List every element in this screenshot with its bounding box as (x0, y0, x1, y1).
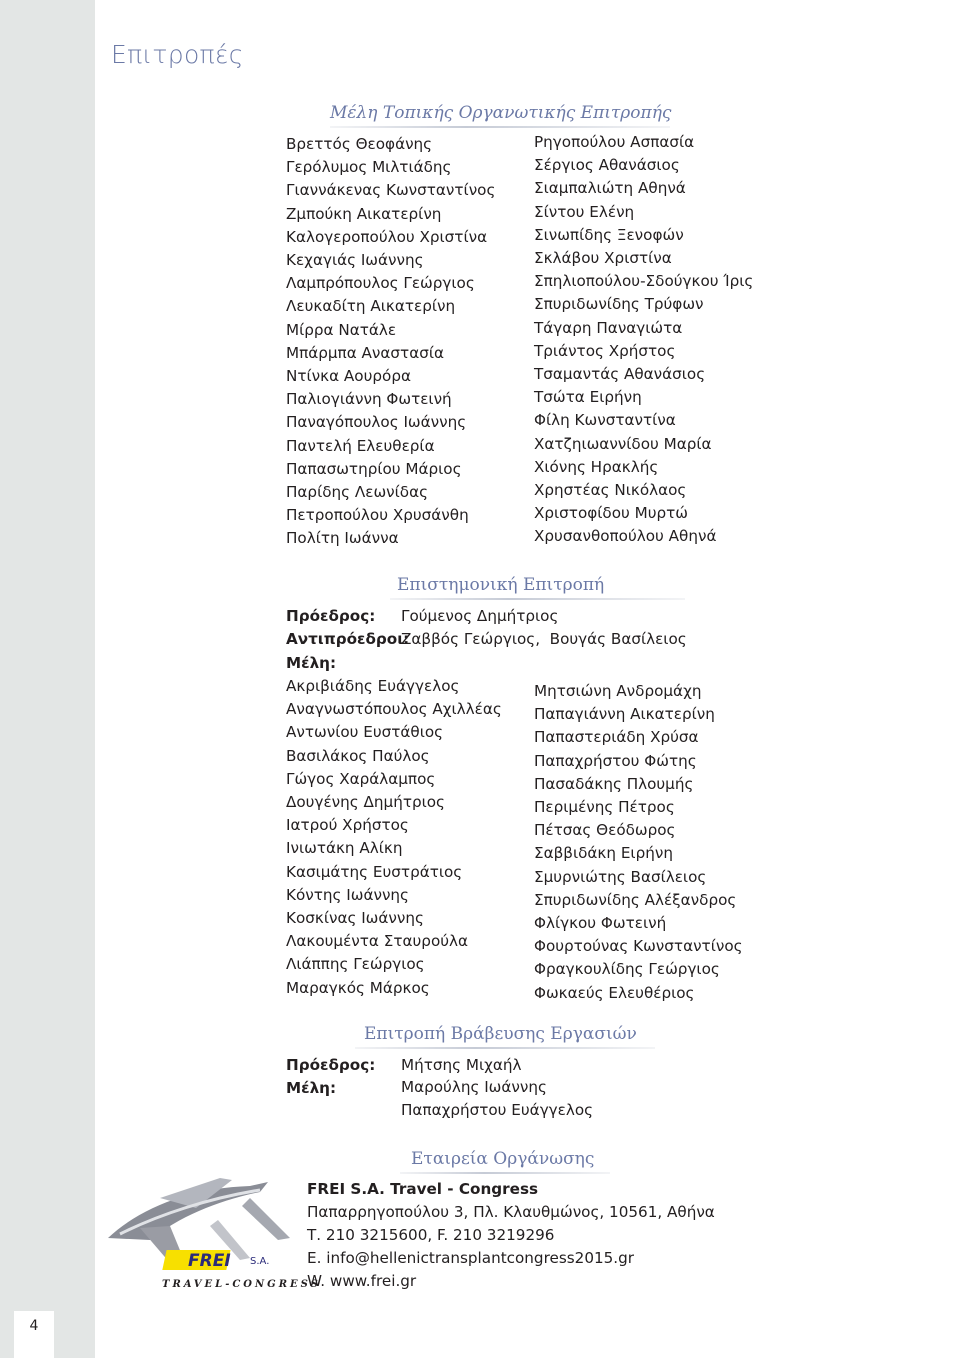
page-title: Επιτροπές (111, 40, 244, 69)
list-item: Σινωπίδης Ξενοφών (534, 225, 684, 244)
list-item: Φωκαεύς Ελευθέριος (534, 983, 695, 1002)
award-committee-heading: Επιτροπή Βράβευσης Εργασιών (364, 1024, 637, 1044)
list-item: Πασαδάκης Πλουμής (534, 774, 694, 793)
list-item: Κοσκίνας Ιωάννης (286, 909, 424, 928)
local-committee-heading: Μέλη Τοπικής Οργανωτικής Επιτροπής (330, 103, 672, 123)
scientific-vice-names: Ζαββός Γεώργιος, Βουγάς Βασίλειος (401, 630, 687, 648)
list-item: Σιαμπαλιώτη Αθηνά (534, 179, 686, 198)
list-item: Παπασωτηρίου Μάριος (286, 459, 462, 478)
scientific-members-label: Μέλη: (286, 654, 337, 672)
organizer-web[interactable]: W. www.frei.gr (307, 1272, 417, 1290)
list-item: Παπαγιάννη Αικατερίνη (534, 705, 715, 724)
scientific-committee-heading: Επιστημονική Επιτροπή (397, 575, 605, 595)
list-item: Σέργιος Αθανάσιος (534, 156, 680, 175)
list-item: Φουρτούνας Κωνσταντίνος (534, 937, 743, 956)
list-item: Σαββιδάκη Ειρήνη (534, 844, 673, 863)
scientific-vice-label: Αντιπρόεδροι: (286, 630, 410, 648)
award-members-label: Μέλη: (286, 1079, 337, 1097)
list-item: Παπαχρήστου Ευάγγελος (401, 1101, 594, 1120)
organizer-name: FREI S.A. Travel - Congress (307, 1180, 539, 1198)
list-item: Παπαστεριάδη Χρύσα (534, 728, 699, 747)
frei-logo-graphic (100, 1168, 321, 1293)
logo-text: FREI (188, 1251, 231, 1271)
organizer-address: Παπαρρηγοπούλου 3, Πλ. Κλαυθμώνος, 10561, Αθήνα (307, 1203, 715, 1221)
list-item: Κόντης Ιωάννης (286, 885, 409, 904)
list-item: Σμυρνιώτης Βασίλειος (534, 867, 707, 886)
list-item: Φραγκουλίδης Γεώργιος (534, 960, 720, 979)
list-item: Χριστοφίδου Μυρτώ (534, 504, 688, 523)
organizer-email[interactable]: E. info@hellenictransplantcongress2015.gr (307, 1249, 635, 1267)
list-item: Σπυριδωνίδης Αλέξανδρος (534, 890, 737, 909)
list-item: Παλιογιάννη Φωτεινή (286, 390, 452, 409)
list-item: Φλίγκου Φωτεινή (534, 914, 667, 933)
award-committee-rule (355, 1047, 655, 1049)
list-item: Πέτσας Θεόδωρος (534, 821, 676, 840)
list-item: Δουγένης Δημήτριος (286, 793, 445, 812)
list-item: Πετροπούλου Χρυσάνθη (286, 506, 469, 525)
list-item: Καλογεροπούλου Χριστίνα (286, 227, 488, 246)
list-item: Αναγνωστόπουλος Αχιλλέας (286, 700, 502, 719)
list-item: Τριάντος Χρήστος (534, 341, 676, 360)
list-item: Χατζηιωαννίδου Μαρία (534, 434, 712, 453)
list-item: Παντελή Ελευθερία (286, 436, 435, 455)
scientific-committee-rule (390, 598, 685, 600)
list-item: Φίλη Κωνσταντίνα (534, 411, 676, 430)
list-item: Μπάρμπα Αναστασία (286, 343, 444, 362)
scientific-left-list (286, 675, 502, 1000)
award-president-label: Πρόεδρος: (286, 1056, 376, 1074)
page-number: 4 (14, 1311, 54, 1358)
award-members-list (401, 1076, 593, 1122)
list-item: Παρίδης Λεωνίδας (286, 483, 429, 502)
local-committee-left-list (286, 133, 495, 551)
logo-sa: S.A. (250, 1256, 270, 1267)
frei-logo (100, 1168, 321, 1293)
organizer-details (307, 1178, 715, 1293)
list-item: Σίντου Ελένη (534, 202, 635, 221)
list-item: Μαραγκός Μάρκος (286, 978, 430, 997)
list-item: Λακουμέντα Σταυρούλα (286, 932, 469, 951)
list-item: Ακριβιάδης Ευάγγελος (286, 677, 460, 695)
list-item: Γώγος Χαράλαμπος (286, 769, 436, 788)
scientific-right-list (534, 680, 743, 1005)
list-item: Σπηλιοπούλου-Σδούγκου Ίρις (534, 272, 754, 291)
list-item: Σπυριδωνίδης Τρύφων (534, 295, 704, 314)
list-item: Χρηστέας Νικόλαος (534, 481, 687, 500)
local-committee-right-list (534, 131, 753, 549)
organizer-heading: Εταιρεία Οργάνωσης (411, 1149, 595, 1169)
list-item: Ρηγοπούλου Ασπασία (534, 133, 695, 151)
scientific-president-label: Πρόεδρος: (286, 607, 376, 625)
list-item: Τσαμαντάς Αθανάσιος (534, 365, 706, 384)
list-item: Βρεττός Θεοφάνης (286, 135, 433, 153)
list-item: Γιαννάκενας Κωνσταντίνος (286, 181, 496, 200)
list-item: Παπαχρήστου Φώτης (534, 751, 697, 770)
list-item: Μητσιώνη Ανδρομάχη (534, 682, 702, 700)
list-item: Πολίτη Ιωάννα (286, 529, 399, 548)
local-committee-rule (330, 126, 670, 128)
list-item: Παναγόπουλος Ιωάννης (286, 413, 467, 432)
list-item: Χιόνης Ηρακλής (534, 457, 659, 476)
list-item: Βασιλάκος Παύλος (286, 746, 430, 765)
list-item: Ιατρού Χρήστος (286, 816, 409, 835)
list-item: Σκλάβου Χριστίνα (534, 249, 672, 268)
list-item: Μαρούλης Ιωάννης (401, 1078, 547, 1096)
list-item: Ζμπούκη Αικατερίνη (286, 204, 442, 223)
list-item: Λαμπρόπουλος Γεώργιος (286, 274, 475, 293)
logo-tagline: TRAVEL-CONGRESS (162, 1279, 321, 1290)
list-item: Λιάππης Γεώργιος (286, 955, 425, 974)
list-item: Ντίνκα Αουρόρα (286, 367, 411, 386)
list-item: Τάγαρη Παναγιώτα (534, 318, 683, 337)
list-item: Τσώτα Ειρήνη (534, 388, 642, 407)
list-item: Λευκαδίτη Αικατερίνη (286, 297, 456, 316)
list-item: Γερόλυμος Μιλτιάδης (286, 158, 452, 177)
list-item: Αντωνίου Ευστάθιος (286, 723, 444, 742)
list-item: Μίρρα Νατάλε (286, 320, 397, 339)
list-item: Περιμένης Πέτρος (534, 798, 675, 817)
list-item: Κεχαγιάς Ιωάννης (286, 251, 424, 270)
award-president-name: Μήτσης Μιχαήλ (401, 1056, 522, 1074)
list-item: Χρυσανθοπούλου Αθηνά (534, 527, 717, 546)
list-item: Κασιμάτης Ευστράτιος (286, 862, 463, 881)
list-item: Ινιωτάκη Αλίκη (286, 839, 403, 858)
scientific-president-name: Γούμενος Δημήτριος (401, 607, 559, 625)
page-sidebar-band (0, 0, 95, 1358)
organizer-phones: Τ. 210 3215600, F. 210 3219296 (307, 1226, 555, 1244)
organizer-rule (400, 1172, 610, 1174)
